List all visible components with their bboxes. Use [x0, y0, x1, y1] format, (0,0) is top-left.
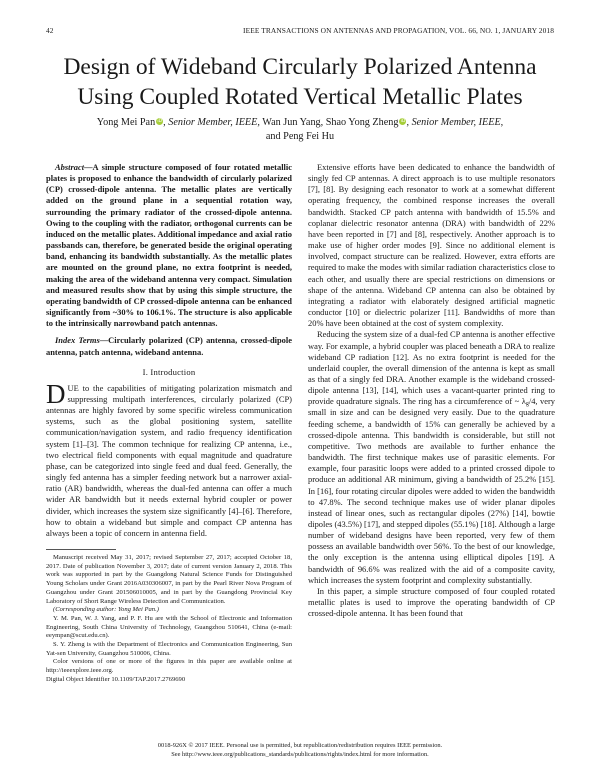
footnote: Color versions of one or more of the figures in this paper are available online at http://ieeexplore.ieee.org.	[46, 658, 292, 675]
right-column	[308, 162, 555, 619]
page-number: 42	[46, 26, 54, 35]
index-terms-label: Index Terms	[55, 335, 100, 346]
footnote: (Corresponding author: Yong Mei Pan.)	[53, 606, 159, 614]
lead-word: UE	[67, 382, 79, 393]
rights-link[interactable]: See http://www.ieee.org/publications_standards/publications/rights/index.html for more information.	[171, 751, 429, 758]
abstract-label: Abstract	[55, 162, 85, 172]
intro-text: to the capabilities of mitigating polarization mismatch and suppressing multipath interferences, circularly polarized (CP) antennas are highly favored by some specific wireless communication systems, such as the global positioning system, satellite communication/navigation system, and radio frequency identification system [1]–[3]. The common technique for realizing CP antenna, i.e., two electrical field components with equal magnitude and quadrature phase, can be categorized into single feed and dual feed. Generally, the singly fed antenna has a simpler feeding network but a narrower axial-ratio (AR) bandwidth, whereas the dual-fed antenna can offer a much wider AR bandwidth but it needs external hybrid coupler or power divider, which increases the system size significantly [4]–[6]. Therefore, how to obtain a wideband but simple and compact CP antenna has always been a topic of concern in antenna field.	[46, 382, 292, 538]
intro-paragraph	[46, 378, 292, 539]
orcid-icon[interactable]: iD	[157, 119, 163, 124]
abstract-text: —A simple structure composed of four rotated metallic plates is proposed to enhance the bandwidth of circularly polarized (CP) crossed-dipole antenna. The metallic plates are vertically added on the ground plane in a sequential rotation way, surrounding the primary radiator of the crossed-dipole antenna. Owing to the coupling with the radiator, orthogonal currents can be induced on the metallic plates. Additional impedance and axial ratio passbands can, therefore, be generated beside the original operating band, enhancing its bandwidth substantially. As the metallic plates are mounted on the ground plane, no extra footprint is needed, making the area of the wideband antenna very compact. Simulation and measured results show that by using this simple structure, the operating bandwidth of CP crossed-dipole antenna can be enhanced significantly from ~30% to 106.1%. The structure is also applicable to the intrinsically narrowband patch antennas.	[46, 162, 292, 329]
author-membership: , Senior Member, IEEE,	[163, 117, 260, 128]
author-name: and Peng Fei Hu	[265, 131, 335, 142]
paper-title: Design of Wideband Circularly Polarized Antenna Using Coupled Rotated Vertical Metallic Plates	[63, 54, 537, 110]
doi-footnote: Digital Object Identifier 10.1109/TAP.2017.2769690	[46, 675, 186, 683]
footnote-divider	[46, 549, 116, 550]
author-list	[40, 116, 560, 144]
running-head	[46, 26, 554, 38]
index-terms	[46, 335, 292, 357]
body-paragraph: Extensive efforts have been dedicated to enhance the bandwidth of singly fed CP antennas. A direct approach is to use multiple resonators [7], [8]. By designing each resonator to work at a somewhat different operating frequency, the combined response increases the overall bandwidth. Stacked CP patch antenna with bandwidth of 15.5% and coplanar dielectric resonator antenna (DRA) with bandwidth of 22% have been reported in [7] and [8], respectively. Another approach is to make use of higher order modes [9]. Since no additional element is involved, compact structure can be realized. However, extra efforts are required to make the modes with similar radiation characteristics close to each other, and usually there are special restrictions on dimensions or shape of the antenna. Wideband CP antenna can also be obtained by integrating a radiator with elaborately designed artificial magnetic conductor [10] or dielectric polarizer [11]. Bandwidths of more than 20% have been obtained at the cost of system complexity.	[308, 162, 555, 329]
footnote: Y. M. Pan, W. J. Yang, and P. F. Hu are with the School of Electronic and Information Engineering, South China University of Technology, Guangzhou 510641, China (e-mail: eeympan@scut.edu.cn).	[46, 614, 292, 640]
author-membership: , Senior Member, IEEE,	[406, 117, 504, 128]
footnote: Manuscript received May 31, 2017; revised September 27, 2017; accepted October 18, 2017. Date of publication November 3, 2017; date of current version January 2, 2018. This work was supported in part by the Guangdong Natural Science Funds for Distinguished Young Scholars under Grant 2016A030306007, in part by the Pearl River Nova Program of Guangzhou under Grant 201506010005, and in part by the Guangdong Provincial Key Laboratory of Short Range Wireless Detection and Communication.	[46, 554, 292, 605]
author-name: Wan Jun Yang, Shao Yong Zheng	[259, 117, 399, 128]
index-terms-text: —Circularly polarized (CP) antenna, crossed-dipole antenna, patch antenna, wideband antenna.	[46, 335, 292, 357]
orcid-icon[interactable]: iD	[400, 119, 406, 124]
journal-header: IEEE TRANSACTIONS ON ANTENNAS AND PROPAGATION, VOL. 66, NO. 1, JANUARY 2018	[243, 26, 554, 35]
body-paragraph: Reducing the system size of a dual-fed CP antenna is another effective way. For example, a hybrid coupler was placed beneath a DRA to realize wideband CP radiation [12]. As no extra footprint is needed for the underlaid coupler, the overall dimension of the antenna is kept as small as that of a singly fed DRA. Another example is the wideband crossed-dipole antenna [13], [14], which uses a vacant-quarter printed ring to provide quadrature signals. The ring has a circumference of ~ $\lambda_g/4$, very small in size and can be designed very easily. Due to the quadrature feeding scheme, a bandwidth of 15% can generally be achieved by a crossed-dipole antenna. This bandwidth is considerable, but still not competitive. Two methods are available to further enhance the bandwidth. The first technique makes use of parasitic elements. For example, four parasitic loops were added to a printed crossed dipole to produce an additional AR minimum, giving a bandwidth of 25.2% [15]. In [16], four rotating circular dipoles were added to widen the bandwidth to 47.8%. The second technique makes use of wider planar dipoles instead of linear ones, such as rectangular dipoles (27%) [14], bowtie dipoles (43.5%) [17], and stepped dipoles (55.1%) [18]. Although a large number of wideband designs have been reported, very few of them possess an available bandwidth over 56%. To the best of our knowledge, the only exception is the antenna using elliptical dipoles [19]. A bandwidth of 96.6% was realized with the aid of a composite cavity, which increases the system footprint and complexity substantially.	[308, 329, 556, 585]
copyright-line: 0018-926X © 2017 IEEE. Personal use is permitted, but republication/redistribution requires IEEE permission.	[157, 742, 443, 749]
left-column	[46, 162, 292, 685]
drop-cap: D	[46, 378, 66, 409]
author-name: Yong Mei Pan	[96, 117, 156, 128]
body-paragraph: In this paper, a simple structure composed of four coupled rotated metallic plates is used to improve the operating bandwidth of CP crossed-dipole antenna. It has been found that	[308, 585, 555, 619]
abstract	[46, 162, 292, 329]
section-heading: I. Introduction	[142, 366, 196, 377]
footnote: S. Y. Zheng is with the Department of Electronics and Communication Engineering, Sun Yat-sen University, Guangzhou 510006, China.	[46, 641, 292, 657]
footnotes	[46, 554, 292, 685]
copyright-footer	[46, 741, 554, 759]
